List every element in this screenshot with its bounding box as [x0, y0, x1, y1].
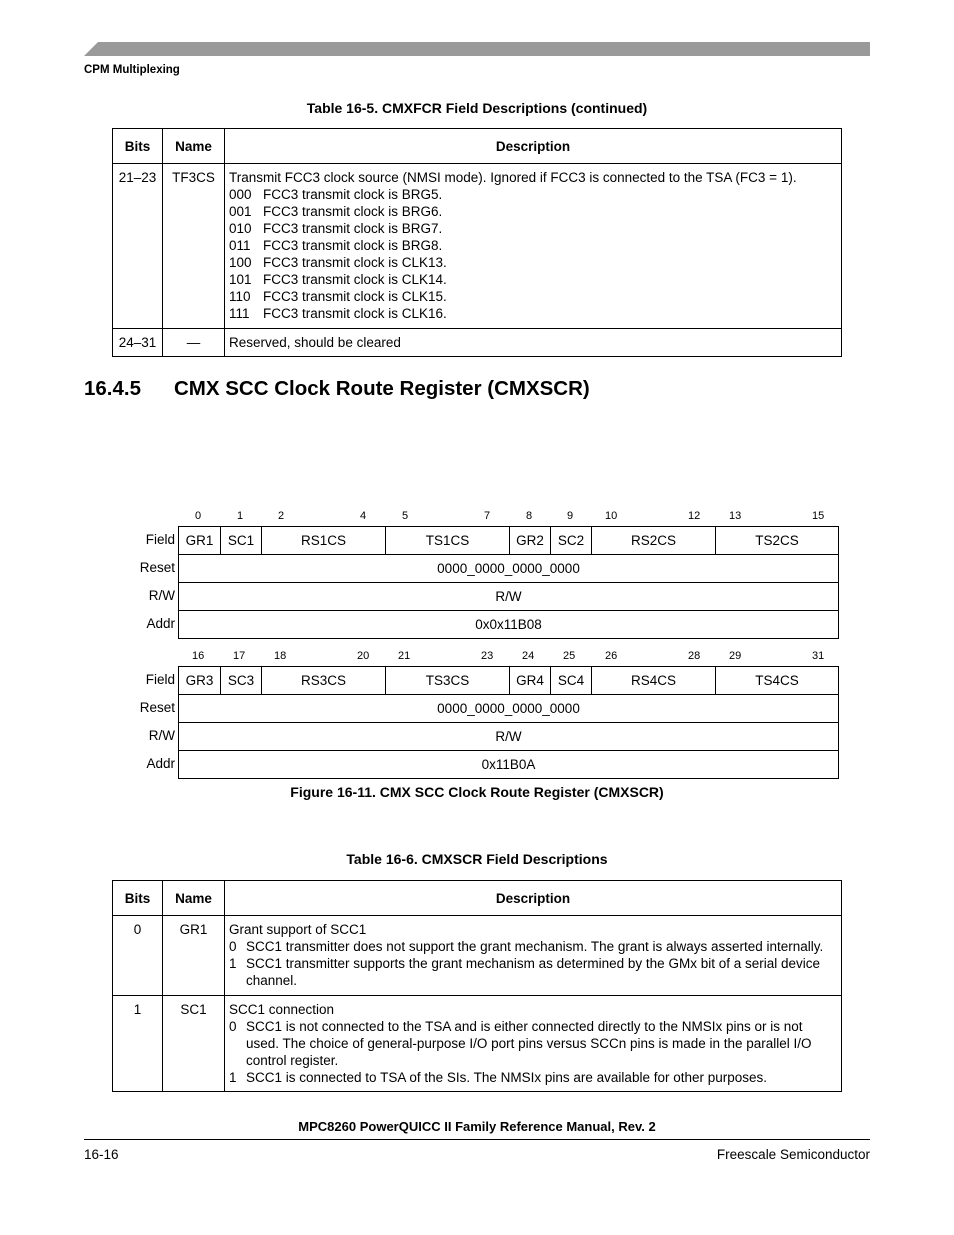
- bit-number: 23: [481, 650, 494, 662]
- register-field: GR2: [510, 527, 551, 554]
- option-line: [229, 220, 837, 237]
- option-text: FCC3 transmit clock is CLK14.: [263, 272, 447, 287]
- option-text: FCC3 transmit clock is BRG5.: [263, 187, 443, 202]
- rw-value: R/W: [178, 722, 839, 751]
- table-16-6-caption: Table 16-6. CMXSCR Field Descriptions: [346, 851, 608, 867]
- section-heading: [84, 377, 590, 401]
- register-field: GR1: [179, 527, 221, 554]
- option-line: [229, 203, 837, 220]
- option-code: 1: [229, 1070, 237, 1085]
- bit-number: 17: [233, 650, 246, 662]
- bit-number: 16: [192, 650, 205, 662]
- option-code: 001: [229, 204, 252, 219]
- option-code: 100: [229, 255, 252, 270]
- description-intro: Transmit FCC3 clock source (NMSI mode). Ignored if FCC3 is connected to the TSA (FC3 = 1).: [229, 170, 797, 185]
- column-header: Description: [225, 881, 842, 916]
- option-line: [229, 305, 837, 322]
- name-cell: TF3CS: [163, 164, 225, 329]
- table-16-6: [112, 880, 842, 1092]
- register-field: RS2CS: [592, 527, 716, 554]
- column-header: Name: [163, 129, 225, 164]
- register-field: SC2: [551, 527, 592, 554]
- register-field: GR4: [510, 667, 551, 694]
- option-code: 000: [229, 187, 252, 202]
- name-cell: SC1: [163, 996, 225, 1092]
- bit-number: 18: [274, 650, 287, 662]
- addr-value: 0x0x11B08: [178, 610, 839, 639]
- register-field: TS1CS: [386, 527, 510, 554]
- option-code: 111: [229, 306, 250, 321]
- rw-value: R/W: [178, 582, 839, 611]
- description-cell: [225, 996, 842, 1092]
- footer-company: Freescale Semiconductor: [716, 1147, 870, 1162]
- register-field: TS2CS: [755, 533, 799, 548]
- option-text: SCC1 transmitter does not support the grant mechanism. The grant is always asserted internally.: [246, 939, 824, 954]
- bits-cell: 0: [113, 916, 163, 996]
- option-text: FCC3 transmit clock is BRG7.: [263, 221, 443, 236]
- bit-number: 5: [402, 510, 409, 522]
- running-head: CPM Multiplexing: [84, 64, 180, 76]
- option-text: FCC3 transmit clock is CLK16.: [263, 306, 447, 321]
- bit-number: 31: [812, 650, 825, 662]
- bits-cell: 21–23: [113, 164, 163, 329]
- bit-number: 29: [729, 650, 742, 662]
- table-row: [113, 164, 842, 329]
- bit-number: 8: [526, 510, 533, 522]
- bit-number: 0: [195, 510, 202, 522]
- option-code: 0: [229, 1019, 237, 1034]
- bit-number: 1: [237, 510, 244, 522]
- bit-number: 25: [563, 650, 576, 662]
- row-label-reset: Reset: [139, 700, 175, 715]
- option-text: SCC1 transmitter supports the grant mechanism as determined by the GMx bit of a serial device channel.: [246, 956, 821, 988]
- option-line: [229, 1069, 837, 1086]
- option-code: 010: [229, 221, 252, 236]
- footer-divider: [84, 1139, 870, 1140]
- register-field: SC1: [221, 527, 262, 554]
- option-line: [229, 288, 837, 305]
- description-cell: [225, 916, 842, 996]
- page-number: 16-16: [84, 1147, 119, 1162]
- bits-cell: 1: [113, 996, 163, 1092]
- bit-number: 13: [729, 510, 742, 522]
- addr-value: 0x11B0A: [178, 750, 839, 779]
- header-bar: [84, 42, 870, 56]
- option-code: 0: [229, 939, 237, 954]
- option-code: 110: [229, 289, 251, 304]
- option-line: [229, 1018, 837, 1069]
- register-field: RS1CS: [262, 527, 386, 554]
- option-text: FCC3 transmit clock is BRG8.: [263, 238, 443, 253]
- table-header-row: [113, 881, 842, 916]
- option-text: FCC3 transmit clock is BRG6.: [263, 204, 443, 219]
- row-label-field: Field: [145, 672, 175, 687]
- option-text: FCC3 transmit clock is CLK13.: [263, 255, 447, 270]
- bit-number: 26: [605, 650, 618, 662]
- field-row: [178, 526, 839, 555]
- register-field: TS4CS: [755, 673, 799, 688]
- bits-cell: 24–31: [113, 329, 163, 357]
- row-label-addr: Addr: [146, 616, 175, 631]
- field-row: [178, 666, 839, 695]
- register-field: SC3: [221, 667, 262, 694]
- option-line: [229, 186, 837, 203]
- description-intro: Reserved, should be cleared: [229, 335, 401, 350]
- reset-value: 0000_0000_0000_0000: [178, 554, 839, 583]
- row-label-field: Field: [145, 532, 175, 547]
- table-row: [113, 329, 842, 357]
- option-line: [229, 955, 837, 989]
- figure-caption: Figure 16-11. CMX SCC Clock Route Register (CMXSCR): [290, 784, 664, 800]
- reset-value: 0000_0000_0000_0000: [178, 694, 839, 723]
- table-16-5: [112, 128, 842, 357]
- row-label-rw: R/W: [148, 588, 175, 603]
- option-code: 1: [229, 956, 237, 971]
- bit-number: 24: [522, 650, 535, 662]
- row-label-reset: Reset: [139, 560, 175, 575]
- table-row: [113, 996, 842, 1092]
- bit-number: 4: [360, 510, 367, 522]
- option-text: SCC1 is connected to TSA of the SIs. The NMSIx pins are available for other purposes.: [246, 1070, 768, 1085]
- option-line: [229, 938, 837, 955]
- bit-number: 28: [688, 650, 701, 662]
- option-text: FCC3 transmit clock is CLK15.: [263, 289, 447, 304]
- register-field: GR3: [179, 667, 221, 694]
- table-header-row: [113, 129, 842, 164]
- bit-number: 7: [484, 510, 491, 522]
- table-16-5-caption: Table 16-5. CMXFCR Field Descriptions (continued): [306, 100, 648, 116]
- option-line: [229, 237, 837, 254]
- option-line: [229, 271, 837, 288]
- option-code: 011: [229, 238, 251, 253]
- register-field: RS3CS: [262, 667, 386, 694]
- bit-number: 2: [278, 510, 285, 522]
- name-cell: —: [163, 329, 225, 357]
- description-intro: SCC1 connection: [229, 1002, 335, 1017]
- column-header: Bits: [113, 881, 163, 916]
- row-label-rw: R/W: [148, 728, 175, 743]
- register-field: TS3CS: [386, 667, 510, 694]
- register-field: SC4: [551, 667, 592, 694]
- register-field: RS4CS: [592, 667, 716, 694]
- column-header: Bits: [113, 129, 163, 164]
- option-text: SCC1 is not connected to the TSA and is either connected directly to the NMSIx pins or is not used. The choice of general-purpose I/O port pins versus SCCn pins is made in the parallel I/O control register.: [246, 1019, 812, 1068]
- table-row: [113, 916, 842, 996]
- bit-number: 20: [357, 650, 370, 662]
- footer-title: MPC8260 PowerQUICC II Family Reference Manual, Rev. 2: [298, 1119, 656, 1134]
- section-title: CMX SCC Clock Route Register (CMXSCR): [174, 377, 590, 400]
- name-cell: GR1: [163, 916, 225, 996]
- bit-number: 15: [812, 510, 825, 522]
- bit-number: 10: [605, 510, 618, 522]
- description-intro: Grant support of SCC1: [229, 922, 367, 937]
- description-cell: [225, 164, 842, 329]
- column-header: Description: [225, 129, 842, 164]
- row-label-addr: Addr: [146, 756, 175, 771]
- option-code: 101: [229, 272, 252, 287]
- option-line: [229, 254, 837, 271]
- description-cell: [225, 329, 842, 357]
- section-number: 16.4.5: [84, 377, 141, 400]
- bit-number: 12: [688, 510, 701, 522]
- bit-number: 21: [398, 650, 411, 662]
- column-header: Name: [163, 881, 225, 916]
- bit-number: 9: [567, 510, 574, 522]
